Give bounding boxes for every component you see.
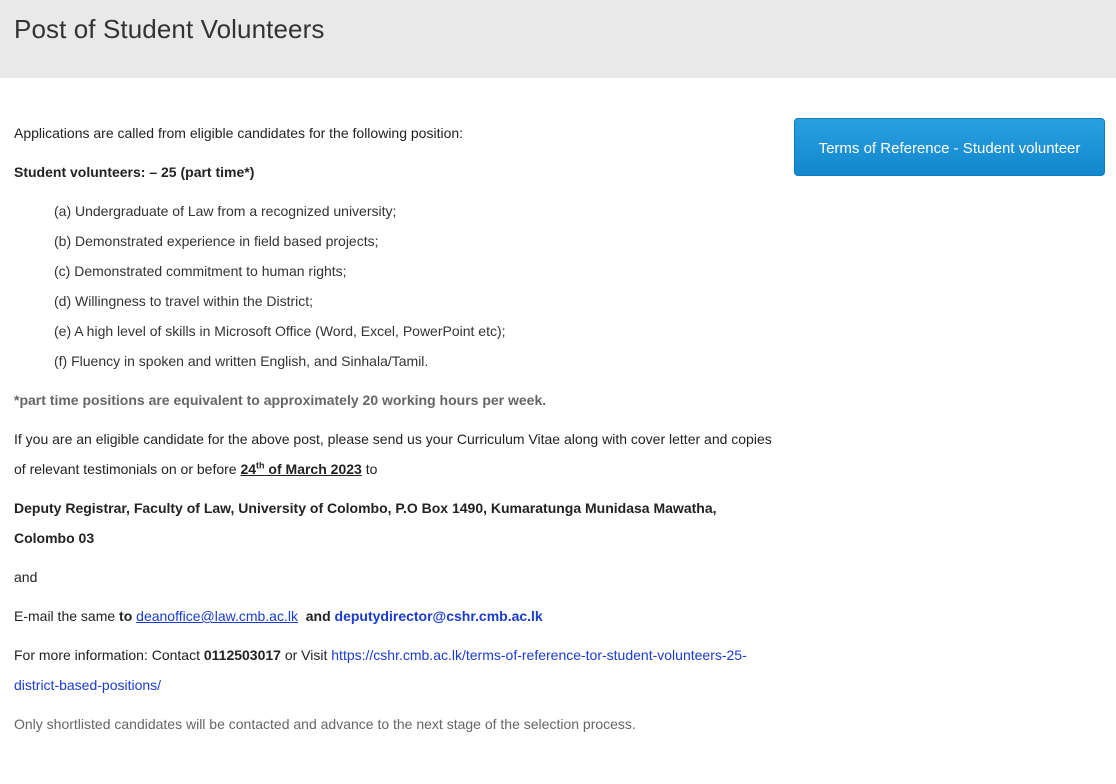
- email-link-deanoffice[interactable]: deanoffice@law.cmb.ac.lk: [136, 608, 298, 624]
- contact-visit: or Visit: [280, 647, 332, 663]
- requirement-item: (a) Undergraduate of Law from a recognized university;: [54, 203, 397, 219]
- email-deputydirector[interactable]: deputydirector@cshr.cmb.ac.lk: [334, 608, 543, 624]
- requirement-item: (b) Demonstrated experience in field based projects;: [54, 233, 379, 249]
- terms-of-reference-button[interactable]: Terms of Reference - Student volunteer: [794, 118, 1105, 176]
- requirement-item: (e) A high level of skills in Microsoft Office (Word, Excel, PowerPoint etc);: [54, 323, 506, 339]
- requirements-list: [14, 196, 774, 376]
- email-prefix: E-mail the same: [14, 608, 116, 624]
- deadline-day: 24: [240, 461, 257, 477]
- deadline-suffix: th: [256, 460, 265, 471]
- apply-text: If you are an eligible candidate for the above post, please send us your Curriculum Vitae along with cover letter and copies of relevant testimonials on or before: [14, 431, 772, 477]
- deadline-date: [240, 461, 361, 477]
- intro-text: Applications are called from eligible candidates for the following position:: [14, 125, 464, 141]
- tor-url-link[interactable]: https://cshr.cmb.ac.lk/terms-of-reference-tor-student-volunteers-25-district-based-positions/: [14, 647, 747, 693]
- requirement-item: (f) Fluency in spoken and written English, and Sinhala/Tamil.: [54, 353, 429, 369]
- contact-phone: 0112503017: [203, 647, 281, 663]
- deadline-rest: of March 2023: [264, 461, 362, 477]
- and-text: and: [14, 569, 38, 585]
- page-title: Post of Student Volunteers: [14, 14, 325, 44]
- contact-paragraph: [14, 640, 774, 700]
- email-to: to: [115, 608, 137, 624]
- contact-prefix: For more information: Contact: [14, 647, 204, 663]
- email-and: and: [297, 608, 335, 624]
- email-paragraph: [14, 601, 774, 631]
- shortlist-note: Only shortlisted candidates will be contacted and advance to the next stage of the selection process.: [14, 716, 636, 732]
- requirement-item: (c) Demonstrated commitment to human rights;: [54, 263, 347, 279]
- main-content: [14, 118, 774, 748]
- page-header: [0, 0, 1116, 78]
- apply-paragraph: [14, 424, 774, 484]
- position-heading: Student volunteers: – 25 (part time*): [14, 164, 255, 180]
- requirement-item: (d) Willingness to travel within the District;: [54, 293, 314, 309]
- apply-to: to: [361, 461, 378, 477]
- postal-address: Deputy Registrar, Faculty of Law, University of Colombo, P.O Box 1490, Kumaratunga Munidasa Mawatha, Colombo 03: [14, 500, 717, 546]
- part-time-note: *part time positions are equivalent to approximately 20 working hours per week.: [14, 392, 547, 408]
